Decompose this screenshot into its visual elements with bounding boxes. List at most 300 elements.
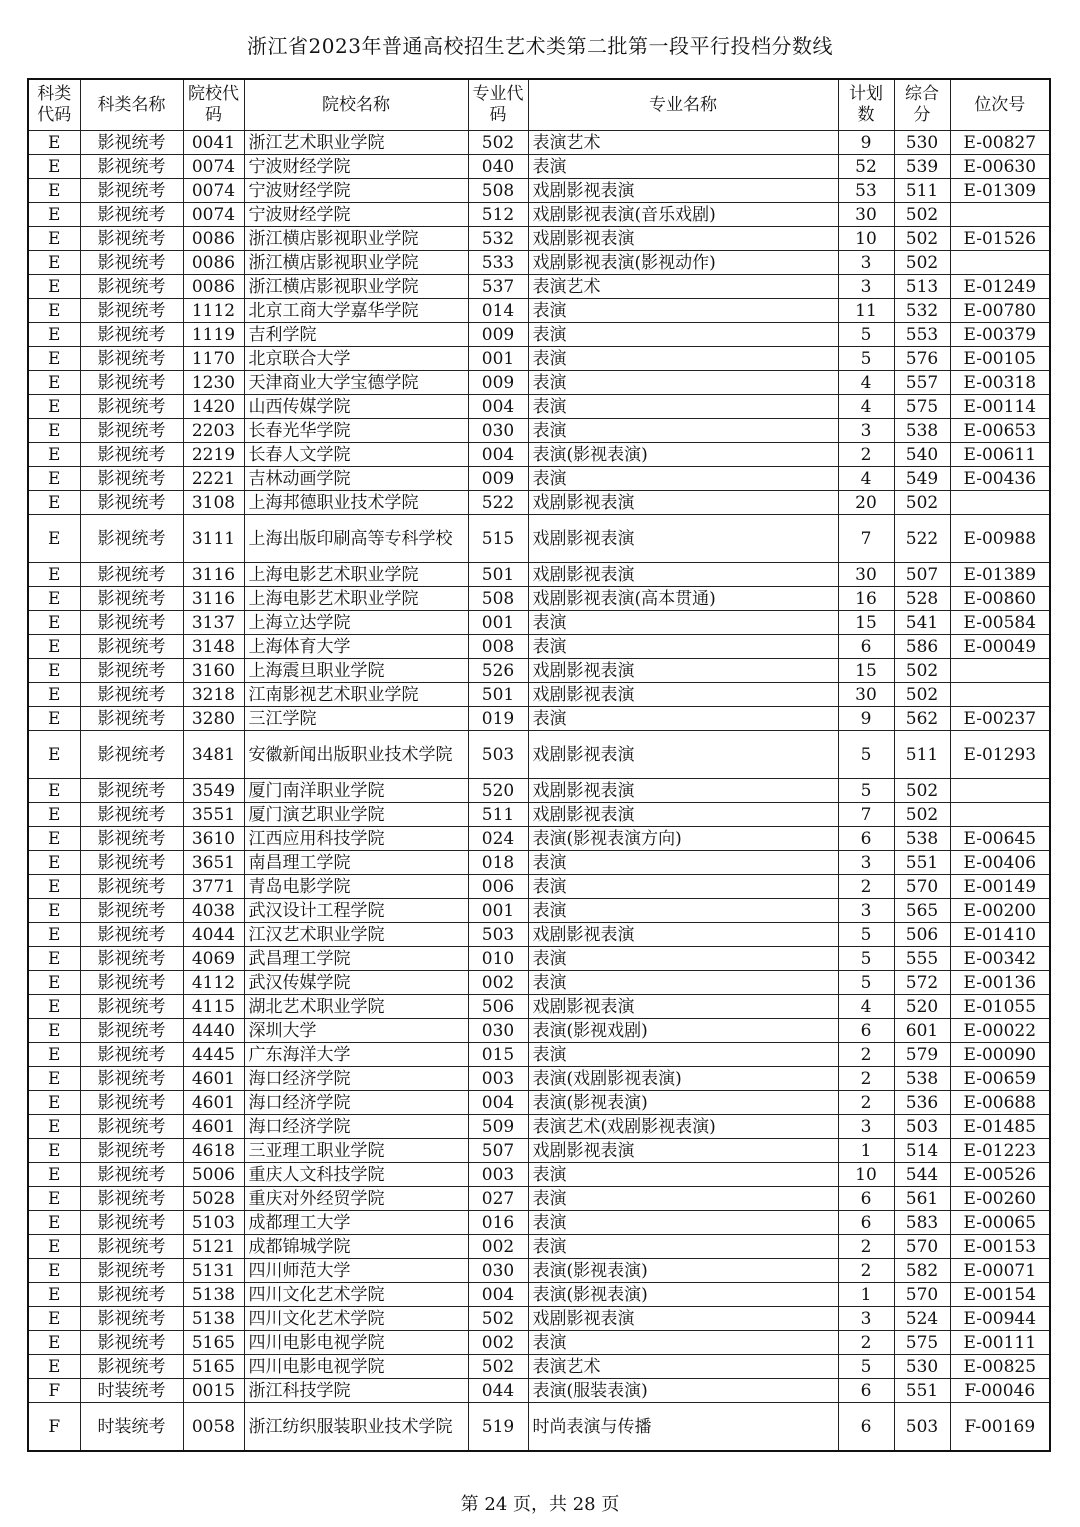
cell-major-code: 018 bbox=[468, 851, 528, 875]
cell-category-name: 影视统考 bbox=[80, 275, 183, 299]
cell-major-name: 表演(影视表演) bbox=[528, 1259, 838, 1283]
cell-category-code: E bbox=[28, 299, 80, 323]
cell-rank-number: E-00090 bbox=[950, 1043, 1050, 1067]
cell-school-code: 4112 bbox=[183, 971, 244, 995]
cell-school-name: 上海体育大学 bbox=[244, 635, 468, 659]
cell-school-name: 厦门演艺职业学院 bbox=[244, 803, 468, 827]
cell-category-code: E bbox=[28, 1307, 80, 1331]
cell-category-code: E bbox=[28, 131, 80, 155]
cell-major-name: 戏剧影视表演 bbox=[528, 923, 838, 947]
cell-major-code: 512 bbox=[468, 203, 528, 227]
cell-school-name: 上海邦德职业技术学院 bbox=[244, 491, 468, 515]
cell-major-code: 019 bbox=[468, 707, 528, 731]
cell-major-name: 表演(服装表演) bbox=[528, 1379, 838, 1403]
table-row bbox=[28, 1307, 1050, 1331]
cell-school-code: 5165 bbox=[183, 1355, 244, 1379]
cell-category-name: 影视统考 bbox=[80, 515, 183, 563]
cell-plan-count: 5 bbox=[838, 347, 894, 371]
table-row bbox=[28, 467, 1050, 491]
cell-category-name: 影视统考 bbox=[80, 443, 183, 467]
cell-rank-number: E-00342 bbox=[950, 947, 1050, 971]
cell-plan-count: 4 bbox=[838, 395, 894, 419]
cell-major-name: 表演 bbox=[528, 1187, 838, 1211]
cell-category-code: E bbox=[28, 419, 80, 443]
header-category-name: 科类名称 bbox=[80, 79, 183, 131]
cell-school-name: 宁波财经学院 bbox=[244, 155, 468, 179]
table-row bbox=[28, 659, 1050, 683]
cell-category-code: E bbox=[28, 1235, 80, 1259]
cell-major-name: 表演 bbox=[528, 1211, 838, 1235]
cell-major-name: 表演 bbox=[528, 875, 838, 899]
cell-school-name: 广东海洋大学 bbox=[244, 1043, 468, 1067]
cell-school-code: 4601 bbox=[183, 1115, 244, 1139]
cell-plan-count: 16 bbox=[838, 587, 894, 611]
cell-composite-score: 506 bbox=[894, 923, 950, 947]
cell-major-name: 戏剧影视表演 bbox=[528, 731, 838, 779]
cell-rank-number: E-00825 bbox=[950, 1355, 1050, 1379]
cell-major-code: 515 bbox=[468, 515, 528, 563]
table-row bbox=[28, 611, 1050, 635]
cell-major-code: 503 bbox=[468, 923, 528, 947]
cell-major-name: 表演 bbox=[528, 707, 838, 731]
cell-school-code: 5006 bbox=[183, 1163, 244, 1187]
cell-category-code: F bbox=[28, 1403, 80, 1452]
table-row bbox=[28, 971, 1050, 995]
cell-category-name: 影视统考 bbox=[80, 1307, 183, 1331]
table-row bbox=[28, 1379, 1050, 1403]
cell-category-name: 影视统考 bbox=[80, 467, 183, 491]
table-row bbox=[28, 803, 1050, 827]
cell-rank-number: E-00022 bbox=[950, 1019, 1050, 1043]
cell-school-name: 深圳大学 bbox=[244, 1019, 468, 1043]
cell-category-code: E bbox=[28, 323, 80, 347]
cell-major-name: 戏剧影视表演 bbox=[528, 491, 838, 515]
cell-major-name: 戏剧影视表演(高本贯通) bbox=[528, 587, 838, 611]
cell-composite-score: 538 bbox=[894, 1067, 950, 1091]
cell-rank-number: E-01249 bbox=[950, 275, 1050, 299]
table-row bbox=[28, 179, 1050, 203]
cell-school-code: 1230 bbox=[183, 371, 244, 395]
table-header-row bbox=[28, 79, 1050, 131]
cell-rank-number: E-00860 bbox=[950, 587, 1050, 611]
cell-composite-score: 503 bbox=[894, 1115, 950, 1139]
cell-major-name: 戏剧影视表演 bbox=[528, 179, 838, 203]
table-row bbox=[28, 875, 1050, 899]
cell-category-code: E bbox=[28, 587, 80, 611]
cell-school-code: 3481 bbox=[183, 731, 244, 779]
cell-rank-number: E-01309 bbox=[950, 179, 1050, 203]
cell-category-code: E bbox=[28, 731, 80, 779]
cell-composite-score: 502 bbox=[894, 227, 950, 251]
cell-school-code: 3148 bbox=[183, 635, 244, 659]
cell-major-name: 表演 bbox=[528, 611, 838, 635]
cell-plan-count: 6 bbox=[838, 635, 894, 659]
cell-major-code: 014 bbox=[468, 299, 528, 323]
cell-category-name: 影视统考 bbox=[80, 251, 183, 275]
cell-composite-score: 561 bbox=[894, 1187, 950, 1211]
cell-category-code: E bbox=[28, 659, 80, 683]
cell-school-name: 海口经济学院 bbox=[244, 1091, 468, 1115]
cell-category-name: 时装统考 bbox=[80, 1379, 183, 1403]
cell-school-code: 4069 bbox=[183, 947, 244, 971]
cell-school-code: 3116 bbox=[183, 563, 244, 587]
cell-major-name: 表演艺术(戏剧影视表演) bbox=[528, 1115, 838, 1139]
cell-category-code: E bbox=[28, 1211, 80, 1235]
cell-school-name: 上海立达学院 bbox=[244, 611, 468, 635]
cell-school-code: 1119 bbox=[183, 323, 244, 347]
cell-rank-number: E-00105 bbox=[950, 347, 1050, 371]
cell-rank-number: E-01410 bbox=[950, 923, 1050, 947]
cell-rank-number: E-01389 bbox=[950, 563, 1050, 587]
cell-category-code: E bbox=[28, 1043, 80, 1067]
cell-school-name: 湖北艺术职业学院 bbox=[244, 995, 468, 1019]
cell-category-code: E bbox=[28, 1163, 80, 1187]
cell-school-name: 山西传媒学院 bbox=[244, 395, 468, 419]
cell-composite-score: 522 bbox=[894, 515, 950, 563]
cell-plan-count: 11 bbox=[838, 299, 894, 323]
cell-school-name: 青岛电影学院 bbox=[244, 875, 468, 899]
cell-category-code: E bbox=[28, 203, 80, 227]
cell-major-name: 表演 bbox=[528, 635, 838, 659]
cell-plan-count: 2 bbox=[838, 875, 894, 899]
cell-school-code: 4044 bbox=[183, 923, 244, 947]
cell-major-code: 537 bbox=[468, 275, 528, 299]
cell-major-code: 532 bbox=[468, 227, 528, 251]
table-row bbox=[28, 491, 1050, 515]
cell-major-code: 008 bbox=[468, 635, 528, 659]
cell-major-name: 戏剧影视表演(影视动作) bbox=[528, 251, 838, 275]
cell-rank-number: E-00111 bbox=[950, 1331, 1050, 1355]
cell-rank-number: E-00114 bbox=[950, 395, 1050, 419]
cell-major-name: 表演(影视表演) bbox=[528, 443, 838, 467]
cell-plan-count: 1 bbox=[838, 1283, 894, 1307]
table-row bbox=[28, 947, 1050, 971]
table-row bbox=[28, 1187, 1050, 1211]
cell-major-name: 表演 bbox=[528, 323, 838, 347]
header-major-code: 专业代码 bbox=[468, 79, 528, 131]
cell-school-name: 海口经济学院 bbox=[244, 1115, 468, 1139]
table-row bbox=[28, 995, 1050, 1019]
cell-school-code: 5131 bbox=[183, 1259, 244, 1283]
cell-category-name: 影视统考 bbox=[80, 707, 183, 731]
cell-major-code: 507 bbox=[468, 1139, 528, 1163]
cell-category-code: E bbox=[28, 395, 80, 419]
cell-major-code: 001 bbox=[468, 899, 528, 923]
cell-plan-count: 2 bbox=[838, 1331, 894, 1355]
cell-major-name: 戏剧影视表演 bbox=[528, 779, 838, 803]
cell-major-name: 戏剧影视表演 bbox=[528, 659, 838, 683]
cell-major-code: 030 bbox=[468, 1019, 528, 1043]
cell-school-code: 4115 bbox=[183, 995, 244, 1019]
cell-composite-score: 502 bbox=[894, 251, 950, 275]
cell-rank-number bbox=[950, 803, 1050, 827]
table-row bbox=[28, 1139, 1050, 1163]
cell-school-code: 4440 bbox=[183, 1019, 244, 1043]
cell-major-name: 戏剧影视表演 bbox=[528, 995, 838, 1019]
header-school-name: 院校名称 bbox=[244, 79, 468, 131]
cell-school-code: 5028 bbox=[183, 1187, 244, 1211]
cell-plan-count: 3 bbox=[838, 851, 894, 875]
cell-category-code: E bbox=[28, 923, 80, 947]
cell-category-code: E bbox=[28, 251, 80, 275]
cell-composite-score: 502 bbox=[894, 683, 950, 707]
cell-category-name: 影视统考 bbox=[80, 827, 183, 851]
cell-composite-score: 553 bbox=[894, 323, 950, 347]
cell-major-code: 044 bbox=[468, 1379, 528, 1403]
cell-school-code: 4038 bbox=[183, 899, 244, 923]
cell-school-code: 3651 bbox=[183, 851, 244, 875]
cell-composite-score: 514 bbox=[894, 1139, 950, 1163]
cell-plan-count: 7 bbox=[838, 515, 894, 563]
cell-school-code: 3549 bbox=[183, 779, 244, 803]
cell-rank-number: E-00136 bbox=[950, 971, 1050, 995]
cell-school-code: 5138 bbox=[183, 1283, 244, 1307]
cell-major-name: 表演 bbox=[528, 851, 838, 875]
cell-plan-count: 5 bbox=[838, 779, 894, 803]
cell-school-name: 上海出版印刷高等专科学校 bbox=[244, 515, 468, 563]
table-row bbox=[28, 683, 1050, 707]
cell-category-code: E bbox=[28, 683, 80, 707]
cell-school-code: 3137 bbox=[183, 611, 244, 635]
cell-composite-score: 538 bbox=[894, 419, 950, 443]
cell-category-code: E bbox=[28, 1091, 80, 1115]
table-row bbox=[28, 707, 1050, 731]
cell-rank-number bbox=[950, 203, 1050, 227]
cell-composite-score: 565 bbox=[894, 899, 950, 923]
cell-school-code: 5165 bbox=[183, 1331, 244, 1355]
cell-plan-count: 53 bbox=[838, 179, 894, 203]
cell-major-code: 502 bbox=[468, 1307, 528, 1331]
cell-category-name: 影视统考 bbox=[80, 851, 183, 875]
cell-category-code: E bbox=[28, 347, 80, 371]
cell-category-code: E bbox=[28, 995, 80, 1019]
cell-school-name: 北京联合大学 bbox=[244, 347, 468, 371]
cell-major-code: 004 bbox=[468, 1091, 528, 1115]
cell-composite-score: 579 bbox=[894, 1043, 950, 1067]
cell-major-code: 010 bbox=[468, 947, 528, 971]
cell-school-name: 武汉传媒学院 bbox=[244, 971, 468, 995]
cell-rank-number: E-01526 bbox=[950, 227, 1050, 251]
cell-major-name: 戏剧影视表演 bbox=[528, 563, 838, 587]
admission-score-table bbox=[27, 78, 1051, 1452]
cell-school-name: 成都锦城学院 bbox=[244, 1235, 468, 1259]
cell-rank-number: E-00827 bbox=[950, 131, 1050, 155]
cell-category-code: E bbox=[28, 947, 80, 971]
cell-school-code: 5138 bbox=[183, 1307, 244, 1331]
cell-category-code: E bbox=[28, 179, 80, 203]
cell-school-name: 三江学院 bbox=[244, 707, 468, 731]
cell-school-code: 0086 bbox=[183, 227, 244, 251]
cell-plan-count: 4 bbox=[838, 371, 894, 395]
cell-category-code: E bbox=[28, 155, 80, 179]
cell-category-name: 影视统考 bbox=[80, 731, 183, 779]
cell-category-code: E bbox=[28, 851, 80, 875]
cell-category-name: 影视统考 bbox=[80, 1043, 183, 1067]
cell-major-code: 004 bbox=[468, 1283, 528, 1307]
cell-rank-number bbox=[950, 779, 1050, 803]
cell-plan-count: 2 bbox=[838, 1259, 894, 1283]
cell-major-code: 508 bbox=[468, 587, 528, 611]
table-row bbox=[28, 443, 1050, 467]
cell-major-code: 004 bbox=[468, 443, 528, 467]
cell-category-name: 影视统考 bbox=[80, 563, 183, 587]
cell-school-code: 3108 bbox=[183, 491, 244, 515]
cell-composite-score: 538 bbox=[894, 827, 950, 851]
cell-category-code: E bbox=[28, 1187, 80, 1211]
cell-school-code: 5121 bbox=[183, 1235, 244, 1259]
table-row bbox=[28, 899, 1050, 923]
cell-school-code: 4601 bbox=[183, 1091, 244, 1115]
table-row bbox=[28, 827, 1050, 851]
cell-category-code: E bbox=[28, 827, 80, 851]
cell-plan-count: 15 bbox=[838, 659, 894, 683]
cell-category-code: E bbox=[28, 611, 80, 635]
header-plan-count: 计划数 bbox=[838, 79, 894, 131]
cell-major-code: 002 bbox=[468, 1331, 528, 1355]
table-row bbox=[28, 1331, 1050, 1355]
cell-major-name: 戏剧影视表演 bbox=[528, 515, 838, 563]
cell-plan-count: 6 bbox=[838, 1379, 894, 1403]
cell-school-name: 长春人文学院 bbox=[244, 443, 468, 467]
cell-category-name: 影视统考 bbox=[80, 1019, 183, 1043]
cell-category-name: 影视统考 bbox=[80, 1091, 183, 1115]
table-row bbox=[28, 587, 1050, 611]
cell-major-code: 004 bbox=[468, 395, 528, 419]
cell-major-name: 表演 bbox=[528, 467, 838, 491]
table-row bbox=[28, 1211, 1050, 1235]
cell-school-code: 0074 bbox=[183, 155, 244, 179]
table-row bbox=[28, 131, 1050, 155]
cell-category-code: E bbox=[28, 515, 80, 563]
cell-school-code: 2203 bbox=[183, 419, 244, 443]
cell-major-code: 002 bbox=[468, 1235, 528, 1259]
cell-category-name: 影视统考 bbox=[80, 971, 183, 995]
cell-composite-score: 572 bbox=[894, 971, 950, 995]
cell-category-code: E bbox=[28, 635, 80, 659]
cell-major-code: 001 bbox=[468, 611, 528, 635]
cell-major-code: 006 bbox=[468, 875, 528, 899]
cell-plan-count: 3 bbox=[838, 1115, 894, 1139]
cell-major-code: 508 bbox=[468, 179, 528, 203]
cell-category-code: E bbox=[28, 803, 80, 827]
cell-plan-count: 3 bbox=[838, 275, 894, 299]
cell-major-code: 002 bbox=[468, 971, 528, 995]
cell-category-name: 影视统考 bbox=[80, 131, 183, 155]
cell-category-name: 影视统考 bbox=[80, 899, 183, 923]
cell-category-name: 影视统考 bbox=[80, 1115, 183, 1139]
cell-composite-score: 530 bbox=[894, 131, 950, 155]
cell-composite-score: 502 bbox=[894, 803, 950, 827]
cell-composite-score: 502 bbox=[894, 659, 950, 683]
cell-composite-score: 551 bbox=[894, 1379, 950, 1403]
cell-major-name: 表演艺术 bbox=[528, 1355, 838, 1379]
cell-rank-number: E-00065 bbox=[950, 1211, 1050, 1235]
cell-school-code: 4601 bbox=[183, 1067, 244, 1091]
cell-rank-number: E-00780 bbox=[950, 299, 1050, 323]
cell-plan-count: 3 bbox=[838, 1307, 894, 1331]
cell-major-code: 522 bbox=[468, 491, 528, 515]
cell-plan-count: 2 bbox=[838, 1091, 894, 1115]
cell-major-code: 526 bbox=[468, 659, 528, 683]
cell-plan-count: 10 bbox=[838, 1163, 894, 1187]
cell-major-code: 520 bbox=[468, 779, 528, 803]
table-row bbox=[28, 275, 1050, 299]
cell-plan-count: 5 bbox=[838, 1355, 894, 1379]
cell-school-name: 浙江横店影视职业学院 bbox=[244, 251, 468, 275]
table-row bbox=[28, 251, 1050, 275]
cell-major-code: 009 bbox=[468, 323, 528, 347]
cell-plan-count: 6 bbox=[838, 1403, 894, 1452]
cell-category-name: 影视统考 bbox=[80, 299, 183, 323]
cell-school-name: 宁波财经学院 bbox=[244, 179, 468, 203]
cell-school-code: 4445 bbox=[183, 1043, 244, 1067]
table-row bbox=[28, 1259, 1050, 1283]
cell-major-code: 501 bbox=[468, 563, 528, 587]
cell-composite-score: 570 bbox=[894, 1235, 950, 1259]
cell-composite-score: 540 bbox=[894, 443, 950, 467]
cell-plan-count: 7 bbox=[838, 803, 894, 827]
cell-plan-count: 4 bbox=[838, 995, 894, 1019]
cell-composite-score: 511 bbox=[894, 731, 950, 779]
table-row bbox=[28, 203, 1050, 227]
cell-plan-count: 5 bbox=[838, 731, 894, 779]
cell-plan-count: 3 bbox=[838, 251, 894, 275]
cell-category-name: 影视统考 bbox=[80, 947, 183, 971]
cell-category-name: 影视统考 bbox=[80, 1139, 183, 1163]
cell-composite-score: 507 bbox=[894, 563, 950, 587]
cell-plan-count: 2 bbox=[838, 1067, 894, 1091]
cell-school-code: 0058 bbox=[183, 1403, 244, 1452]
cell-school-name: 安徽新闻出版职业技术学院 bbox=[244, 731, 468, 779]
cell-school-code: 0086 bbox=[183, 275, 244, 299]
cell-school-name: 浙江科技学院 bbox=[244, 1379, 468, 1403]
cell-composite-score: 575 bbox=[894, 395, 950, 419]
table-row bbox=[28, 635, 1050, 659]
cell-major-name: 表演 bbox=[528, 1235, 838, 1259]
cell-school-name: 武昌理工学院 bbox=[244, 947, 468, 971]
cell-category-name: 影视统考 bbox=[80, 347, 183, 371]
cell-plan-count: 20 bbox=[838, 491, 894, 515]
cell-composite-score: 502 bbox=[894, 491, 950, 515]
cell-plan-count: 9 bbox=[838, 131, 894, 155]
cell-composite-score: 575 bbox=[894, 1331, 950, 1355]
cell-major-name: 表演 bbox=[528, 371, 838, 395]
cell-composite-score: 549 bbox=[894, 467, 950, 491]
table-row bbox=[28, 1067, 1050, 1091]
cell-school-name: 重庆对外经贸学院 bbox=[244, 1187, 468, 1211]
cell-category-name: 影视统考 bbox=[80, 1259, 183, 1283]
table-row bbox=[28, 851, 1050, 875]
cell-school-name: 上海震旦职业学院 bbox=[244, 659, 468, 683]
cell-composite-score: 503 bbox=[894, 1403, 950, 1452]
cell-major-code: 015 bbox=[468, 1043, 528, 1067]
cell-rank-number: E-00071 bbox=[950, 1259, 1050, 1283]
cell-category-name: 影视统考 bbox=[80, 995, 183, 1019]
cell-school-name: 江汉艺术职业学院 bbox=[244, 923, 468, 947]
cell-school-name: 吉利学院 bbox=[244, 323, 468, 347]
cell-rank-number: E-00436 bbox=[950, 467, 1050, 491]
cell-school-code: 0074 bbox=[183, 179, 244, 203]
cell-plan-count: 2 bbox=[838, 1235, 894, 1259]
cell-category-name: 影视统考 bbox=[80, 635, 183, 659]
cell-plan-count: 5 bbox=[838, 923, 894, 947]
cell-rank-number: E-00379 bbox=[950, 323, 1050, 347]
table-row bbox=[28, 1355, 1050, 1379]
cell-school-name: 浙江艺术职业学院 bbox=[244, 131, 468, 155]
cell-school-name: 四川师范大学 bbox=[244, 1259, 468, 1283]
cell-major-name: 戏剧影视表演 bbox=[528, 1307, 838, 1331]
cell-major-code: 501 bbox=[468, 683, 528, 707]
